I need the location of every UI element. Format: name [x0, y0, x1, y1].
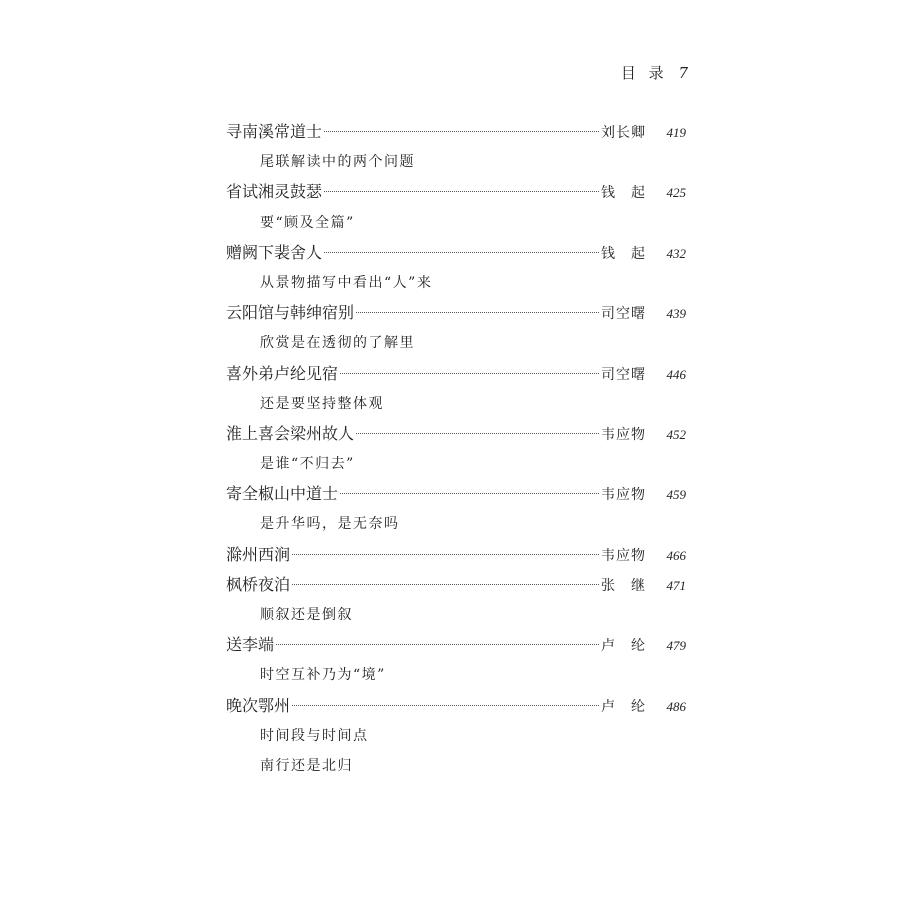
entry-subtitle: 顺叙还是倒叙 — [260, 607, 353, 623]
entry-title: 寻南溪常道士 — [226, 122, 323, 141]
entry-title: 寄全椒山中道士 — [226, 484, 339, 504]
entry-page-number: 425 — [666, 185, 686, 201]
entry-author: 韦应物 — [601, 426, 646, 443]
toc-subentry — [226, 147, 686, 177]
toc-entry[interactable] — [226, 691, 686, 721]
entry-author: 韦应物 — [601, 487, 646, 504]
toc-subentry — [226, 600, 686, 630]
dot-leader — [340, 493, 599, 494]
toc-entry[interactable] — [226, 570, 686, 600]
entry-title: 枫桥夜泊 — [226, 574, 291, 594]
toc-entry[interactable] — [226, 177, 686, 207]
table-of-contents — [226, 117, 686, 781]
toc-entry[interactable] — [226, 630, 686, 660]
dot-leader — [292, 554, 599, 555]
toc-subentry — [226, 449, 686, 479]
entry-author: 卢 纶 — [601, 698, 646, 715]
entry-page-number: 486 — [666, 698, 686, 714]
entry-title: 淮上喜会梁州故人 — [226, 423, 355, 443]
entry-subtitle: 时空互补乃为“境” — [260, 667, 386, 684]
toc-subentry — [226, 328, 686, 358]
entry-subtitle: 要“顾及全篇” — [260, 214, 355, 231]
dot-leader — [340, 373, 599, 374]
entry-page-number: 452 — [666, 426, 686, 442]
toc-entry[interactable] — [226, 238, 686, 268]
entry-page-number: 439 — [666, 306, 686, 322]
entry-subtitle: 还是要坚持整体观 — [260, 395, 384, 412]
toc-subentry — [226, 268, 686, 298]
toc-entry[interactable] — [226, 540, 686, 570]
entry-subtitle: 南行还是北归 — [260, 757, 353, 774]
entry-subtitle: 时间段与时间点 — [260, 727, 369, 744]
entry-author: 韦应物 — [601, 547, 646, 564]
entry-subtitle: 从景物描写中看出“人”来 — [260, 274, 433, 291]
entry-title: 省试湘灵鼓瑟 — [226, 182, 323, 202]
toc-subentry — [226, 721, 686, 751]
toc-entry[interactable] — [226, 117, 686, 147]
entry-author: 钱 起 — [601, 245, 646, 262]
toc-subentry — [226, 751, 686, 781]
entry-title: 云阳馆与韩绅宿别 — [226, 303, 355, 323]
entry-author: 刘长卿 — [601, 125, 646, 141]
toc-subentry — [226, 208, 686, 238]
dot-leader — [292, 705, 599, 706]
toc-entry[interactable] — [226, 359, 686, 389]
entry-author: 张 继 — [601, 577, 646, 594]
entry-author: 钱 起 — [601, 185, 646, 202]
toc-subentry — [226, 660, 686, 690]
toc-entry[interactable] — [226, 298, 686, 328]
dot-leader — [292, 584, 599, 585]
entry-author: 司空曙 — [601, 366, 646, 383]
entry-subtitle: 欣赏是在透彻的了解里 — [260, 335, 415, 352]
dot-leader — [356, 433, 599, 434]
entry-title: 赠阙下裴舍人 — [226, 242, 323, 262]
dot-leader — [324, 131, 599, 132]
entry-page-number: 466 — [666, 547, 686, 563]
entry-title: 送李端 — [226, 635, 275, 655]
dot-leader — [324, 191, 599, 192]
entry-page-number: 471 — [666, 577, 686, 593]
page-number: 7 — [678, 64, 688, 82]
entry-title: 喜外弟卢纶见宿 — [226, 363, 339, 383]
entry-page-number: 432 — [666, 245, 686, 261]
entry-author: 司空曙 — [601, 306, 646, 323]
entry-page-number: 459 — [666, 487, 686, 503]
entry-subtitle: 尾联解读中的两个问题 — [260, 154, 415, 171]
entry-page-number: 446 — [666, 366, 686, 382]
entry-title: 滁州西涧 — [226, 544, 291, 564]
section-title: 目 录 — [620, 64, 668, 82]
entry-title: 晚次鄂州 — [226, 695, 291, 715]
entry-subtitle: 是升华吗，是无奈吗 — [260, 516, 400, 533]
entry-subtitle: 是谁“不归去” — [260, 456, 355, 473]
dot-leader — [356, 312, 599, 313]
entry-author: 卢 纶 — [601, 638, 646, 655]
toc-entry[interactable] — [226, 419, 686, 449]
entry-page-number: 419 — [666, 125, 686, 140]
entry-page-number: 479 — [666, 638, 686, 654]
running-header — [621, 62, 688, 83]
toc-subentry — [226, 389, 686, 419]
dot-leader — [276, 644, 599, 645]
toc-subentry — [226, 509, 686, 539]
toc-entry[interactable] — [226, 479, 686, 509]
dot-leader — [324, 252, 599, 253]
